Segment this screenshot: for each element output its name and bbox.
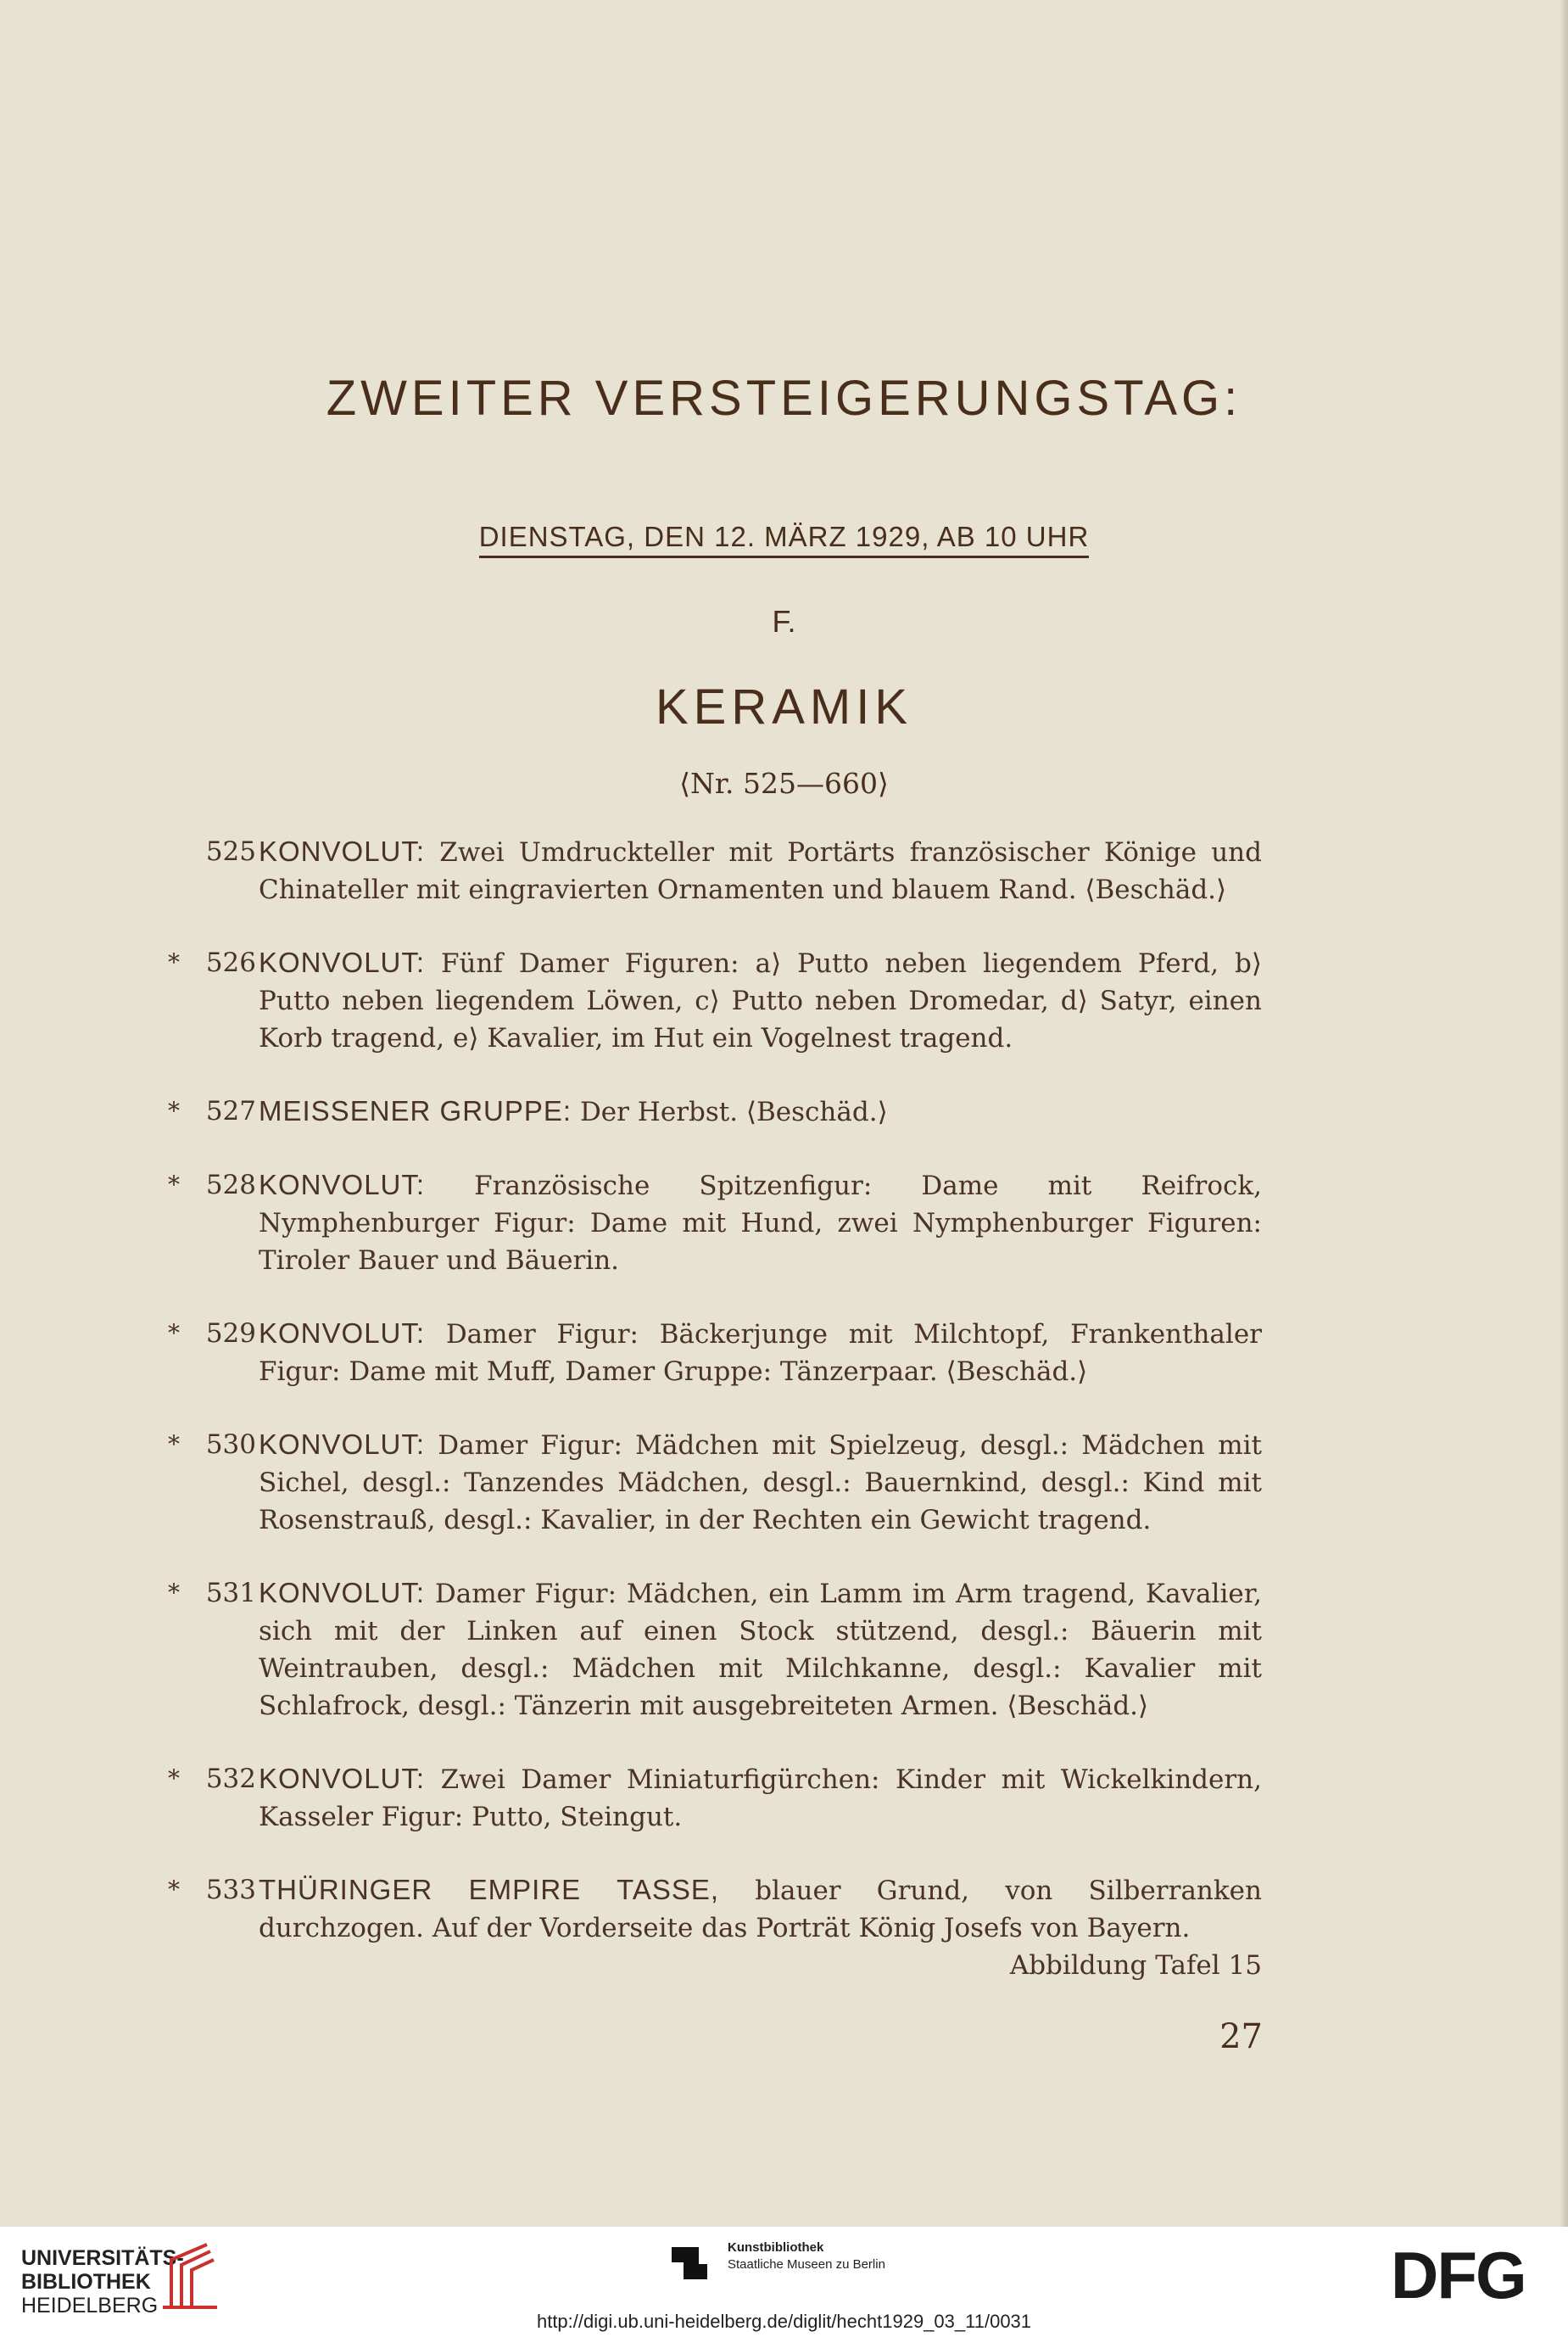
- lot-lead: THÜRINGER EMPIRE TASSE,: [259, 1874, 720, 1905]
- page-title: ZWEITER VERSTEIGERUNGSTAG:: [326, 371, 1242, 426]
- lot-mark: *: [168, 1319, 180, 1347]
- lot-description: [259, 1166, 1262, 1279]
- lot-lead: KONVOLUT:: [259, 1763, 426, 1794]
- lot-text: blauer Grund, von Silberranken durchzogen. Auf der Vorderseite das Porträt König Josefs von Bayern.: [259, 1876, 1262, 1943]
- lot-number: 526: [205, 948, 256, 978]
- lot-description: [259, 1871, 1262, 1984]
- auction-date: DIENSTAG, DEN 12. MÄRZ 1929, AB 10 UHR: [479, 521, 1090, 558]
- lot-mark: *: [168, 1097, 180, 1125]
- lot-text: Damer Figur: Mädchen, ein Lamm im Arm tragend, Kavalier, sich mit der Linken auf einen Stock stützend, desgl.: Bäuerin mit Weintrauben, desgl.: Mädchen mit Milchkanne, desgl.: Kavalier mit Schlafrock, desgl.: Tänzerin mit ausgebreiteten Armen. ⟨Beschäd.⟩: [259, 1579, 1262, 1721]
- lot-entry: [0, 1574, 1568, 1725]
- lot-description: [259, 1315, 1262, 1390]
- lot-mark: *: [168, 1171, 180, 1199]
- lot-text: Französische Spitzenfigur: Dame mit Reifrock, Nymphenburger Figur: Dame mit Hund, zwei Nymphenburger Figuren: Tiroler Bauer und Bäuerin.: [259, 1171, 1262, 1276]
- logo-line: UNIVERSITÄTS-: [21, 2246, 184, 2270]
- lot-text: Damer Figur: Mädchen mit Spielzeug, desgl.: Mädchen mit Sichel, desgl.: Tanzendes Mädchen, desgl.: Bauernkind, desgl.: Kind mit Rosenstrauß, desgl.: Kavalier, in der Rechten ein Gewicht tragend.: [259, 1430, 1262, 1535]
- lot-description: [259, 944, 1262, 1057]
- lot-number: 525: [205, 836, 256, 867]
- lot-lead: KONVOLUT:: [259, 947, 426, 978]
- lot-lead: MEISSENER GRUPPE:: [259, 1095, 572, 1127]
- lot-mark: *: [168, 948, 180, 976]
- dfg-logo[interactable]: DFG: [1391, 2238, 1526, 2312]
- lot-number: 533: [205, 1875, 256, 1905]
- lot-entry: [0, 1426, 1568, 1539]
- kb-title: Kunstbibliothek: [728, 2240, 824, 2255]
- lot-text: Der Herbst. ⟨Beschäd.⟩: [579, 1097, 888, 1127]
- lot-number: 532: [205, 1764, 256, 1794]
- ub-heidelberg-logo-icon[interactable]: [154, 2241, 224, 2311]
- lot-description: [259, 1760, 1262, 1836]
- lot-number: 527: [205, 1096, 256, 1127]
- kunstbibliothek-logo-text[interactable]: [728, 2239, 885, 2273]
- lot-list: [0, 833, 1568, 2020]
- section-letter: F.: [772, 604, 796, 639]
- lot-lead: KONVOLUT:: [259, 1317, 426, 1349]
- lot-entry: [0, 833, 1568, 909]
- lot-number: 528: [205, 1170, 256, 1200]
- logo-line: BIBLIOTHEK: [21, 2270, 151, 2294]
- lot-entry: [0, 1871, 1568, 1984]
- lot-number: 529: [205, 1318, 256, 1349]
- lot-description: [259, 1093, 1262, 1131]
- kunstbibliothek-logo-icon[interactable]: [668, 2242, 711, 2284]
- lot-entry: [0, 1093, 1568, 1131]
- lot-mark: *: [168, 1876, 180, 1904]
- lot-number: 531: [205, 1578, 256, 1608]
- lot-text: Damer Figur: Bäckerjunge mit Milchtopf, Frankenthaler Figur: Dame mit Muff, Damer Gruppe: Tänzerpaar. ⟨Beschäd.⟩: [259, 1319, 1262, 1387]
- lot-lead: KONVOLUT:: [259, 836, 426, 867]
- lot-entry: [0, 944, 1568, 1057]
- lot-entry: [0, 1315, 1568, 1390]
- lot-description: [259, 1574, 1262, 1725]
- lot-description: [259, 833, 1262, 909]
- lot-lead: KONVOLUT:: [259, 1428, 426, 1460]
- lot-text: Fünf Damer Figuren: a⟩ Putto neben liegendem Pferd, b⟩ Putto neben liegendem Löwen, c⟩ Putto neben Dromedar, d⟩ Satyr, einen Korb tragend, e⟩ Kavalier, im Hut ein Vogelnest tragend.: [259, 948, 1262, 1054]
- section-title: KERAMIK: [655, 679, 913, 735]
- lot-text: Zwei Damer Miniaturfigürchen: Kinder mit Wickelkindern, Kasseler Figur: Putto, Steingut.: [259, 1764, 1262, 1832]
- lot-lead: KONVOLUT:: [259, 1577, 426, 1608]
- lot-entry: [0, 1760, 1568, 1836]
- kb-subtitle: Staatliche Museen zu Berlin: [728, 2257, 885, 2272]
- lot-entry: [0, 1166, 1568, 1279]
- lot-mark: *: [168, 1764, 180, 1792]
- lot-text: Zwei Umdruckteller mit Portärts französischer Könige und Chinateller mit eingravierten Ornamenten und blauem Rand. ⟨Beschäd.⟩: [259, 837, 1262, 905]
- lot-mark: *: [168, 1579, 180, 1607]
- lot-number: 530: [205, 1429, 256, 1460]
- lot-lead: KONVOLUT:: [259, 1169, 426, 1200]
- lot-mark: *: [168, 1430, 180, 1458]
- date-line: [0, 521, 1568, 558]
- page-number: 27: [1219, 2017, 1263, 2056]
- lot-range: ⟨Nr. 525—660⟩: [679, 767, 889, 800]
- lot-description: [259, 1426, 1262, 1539]
- plate-reference: Abbildung Tafel 15: [1009, 1950, 1262, 1981]
- source-url[interactable]: http://digi.ub.uni-heidelberg.de/diglit/hecht1929_03_11/0031: [536, 2311, 1032, 2332]
- logo-line: HEIDELBERG: [21, 2294, 159, 2317]
